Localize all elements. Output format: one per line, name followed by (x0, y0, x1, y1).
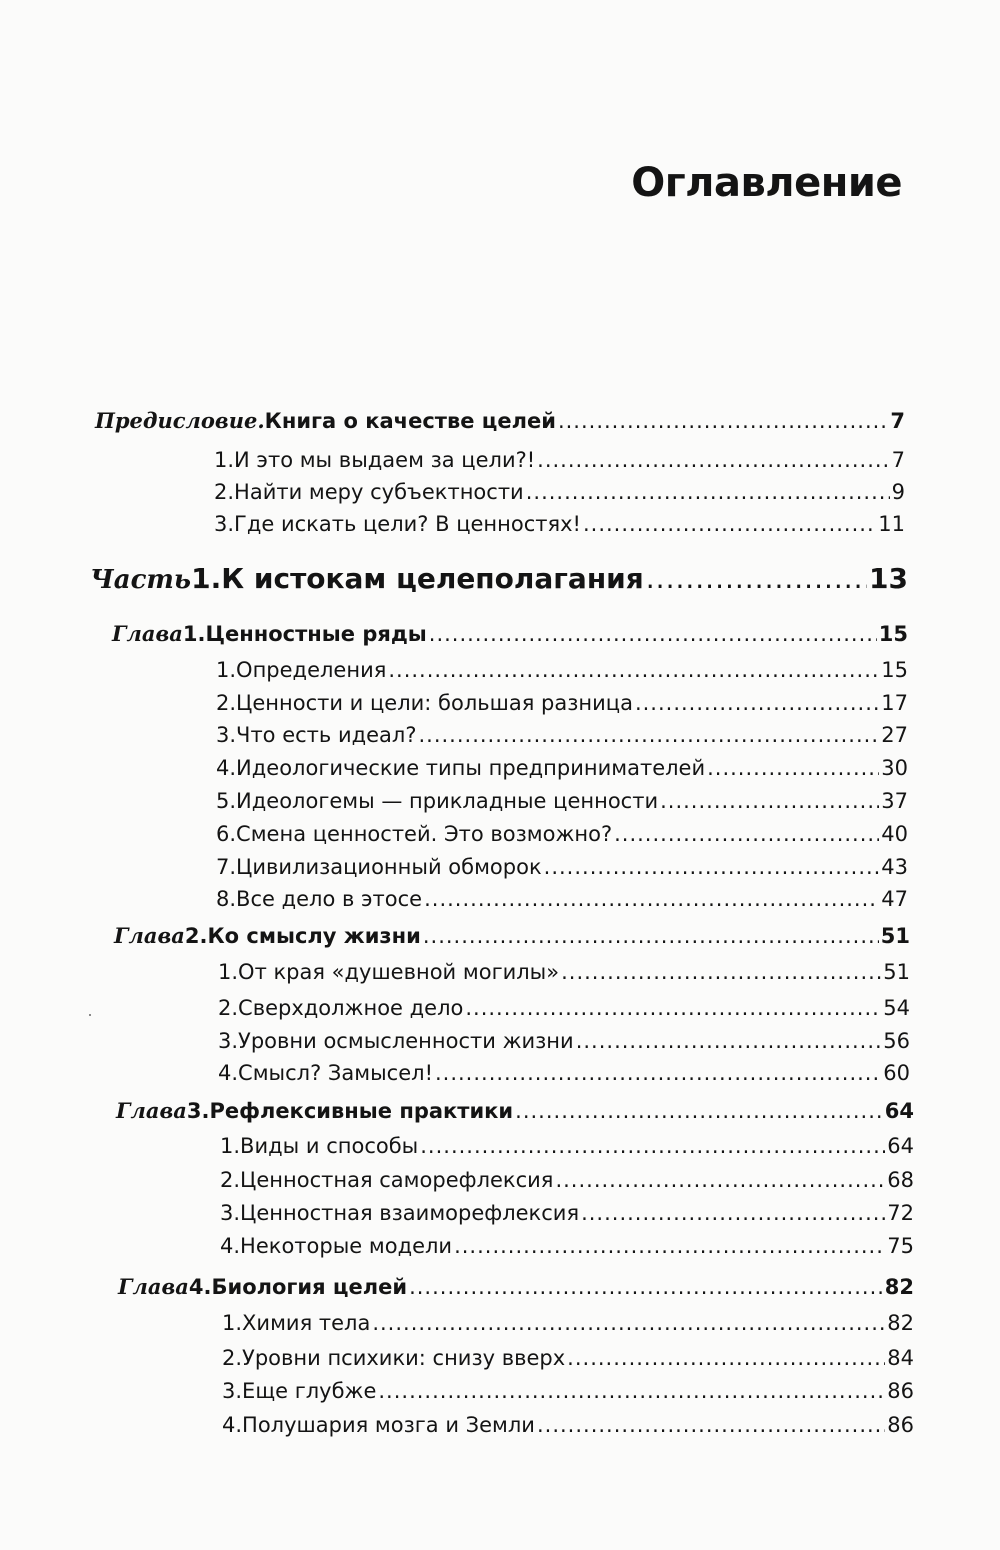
leader-dots (561, 962, 881, 983)
toc-entry-page: 7 (890, 409, 905, 433)
toc-part-entry (90, 562, 908, 595)
leader-dots (378, 1381, 885, 1402)
toc-entry-number: 2. (218, 996, 239, 1020)
toc-entry-title: Еще глубже (242, 1379, 377, 1403)
toc-entry-number: 1. (216, 658, 237, 682)
toc-entry-title: Книга о качестве целей (264, 409, 556, 433)
toc-section-entry (214, 450, 905, 471)
toc-section-entry (222, 1313, 914, 1334)
toc-entry-title: Ценности и цели: большая разница (236, 691, 633, 715)
leader-dots (465, 998, 881, 1019)
toc-entry-page: 82 (887, 1311, 914, 1335)
toc-entry-number: 7. (216, 855, 237, 879)
toc-entry-title: Где искать цели? В ценностях! (234, 512, 581, 536)
toc-entry-title: Полушария мозга и Земли (242, 1413, 535, 1437)
toc-entry-page: 7 (891, 448, 905, 472)
toc-entry-page: 15 (878, 622, 908, 646)
toc-entry-page: 75 (887, 1234, 914, 1258)
leader-dots (581, 1203, 885, 1224)
toc-entry-number: 1. (218, 960, 239, 984)
toc-entry-label: Глава (112, 621, 183, 646)
leader-dots (454, 1236, 885, 1257)
page-title: Оглавление (631, 160, 902, 206)
toc-entry-title: Биология целей (211, 1275, 408, 1299)
toc-entry-number: 2. (216, 691, 237, 715)
toc-section-entry (222, 1415, 914, 1436)
toc-entry-number: 4. (218, 1061, 239, 1085)
leader-dots (707, 758, 879, 779)
toc-entry-number: 3. (216, 723, 237, 747)
toc-section-entry (216, 660, 908, 681)
toc-section-entry (220, 1170, 914, 1191)
toc-entry-number: 1. (214, 448, 235, 472)
leader-dots (435, 1063, 881, 1084)
toc-entry-page: 17 (881, 691, 908, 715)
toc-entry-page: 54 (883, 996, 910, 1020)
toc-entry-page: 30 (881, 756, 908, 780)
leader-dots (409, 1277, 883, 1298)
toc-entry-page: 72 (887, 1201, 914, 1225)
toc-entry-title: Все дело в этосе (236, 887, 423, 911)
leader-dots (646, 565, 867, 593)
toc-entry-number: 1. (191, 562, 222, 595)
toc-section-entry (222, 1381, 914, 1402)
toc-entry-page: 51 (883, 960, 910, 984)
toc-entry-number: 1. (222, 1311, 243, 1335)
toc-entry-title: Найти меру субъектности (234, 480, 524, 504)
toc-entry-number: 2. (222, 1346, 243, 1370)
toc-entry-title: Определения (236, 658, 387, 682)
toc-section-entry (218, 1063, 910, 1084)
toc-entry-title: От края «душевной могилы» (238, 960, 560, 984)
leader-dots (635, 693, 879, 714)
toc-entry-number: 3. (186, 1099, 210, 1123)
toc-entry-label: Предисловие. (95, 408, 265, 433)
toc-entry-title: Цивилизационный обморок (236, 855, 542, 879)
toc-entry-title: Сверхдолжное дело (238, 996, 464, 1020)
toc-entry-page: 27 (881, 723, 908, 747)
leader-dots (537, 1415, 885, 1436)
toc-section-entry (216, 693, 908, 714)
leader-dots (372, 1313, 885, 1334)
toc-entry-page: 47 (881, 887, 908, 911)
toc-entry-title: Идеологемы — прикладные ценности (236, 789, 659, 813)
leader-dots (614, 824, 879, 845)
leader-dots (388, 660, 879, 681)
toc-entry-page: 56 (883, 1029, 910, 1053)
toc-entry-label: Глава (114, 923, 185, 948)
toc-entry-page: 51 (880, 924, 910, 948)
toc-entry-number: 2. (220, 1168, 241, 1192)
toc-entry-number: 8. (216, 887, 237, 911)
toc-chapter-entry (114, 925, 910, 947)
toc-entry-page: 9 (891, 480, 905, 504)
toc-entry-page: 37 (881, 789, 908, 813)
toc-entry-number: 2. (184, 924, 208, 948)
leader-dots (515, 1101, 883, 1122)
toc-entry-page: 60 (883, 1061, 910, 1085)
toc-section-entry (218, 962, 910, 983)
toc-section-entry (216, 857, 908, 878)
toc-entry-page: 86 (887, 1379, 914, 1403)
toc-entry-title: Уровни психики: снизу вверх (242, 1346, 566, 1370)
leader-dots (420, 1136, 885, 1157)
toc-entry-number: 4. (188, 1275, 212, 1299)
toc-entry-title: Что есть идеал? (236, 723, 417, 747)
leader-dots (423, 926, 879, 947)
toc-entry-page: 43 (881, 855, 908, 879)
toc-entry-title: Виды и способы (240, 1134, 419, 1158)
toc-entry-title: Химия тела (242, 1311, 371, 1335)
toc-entry-title: Рефлексивные практики (209, 1099, 514, 1123)
toc-entry-page: 11 (878, 512, 905, 536)
toc-entry-number: 1. (182, 622, 206, 646)
toc-section-entry (216, 791, 908, 812)
toc-entry-page: 68 (887, 1168, 914, 1192)
toc-section-entry (218, 998, 910, 1019)
toc-entry-page: 64 (884, 1099, 914, 1123)
leader-dots (526, 482, 890, 503)
toc-entry-number: 4. (222, 1413, 243, 1437)
leader-dots (429, 624, 877, 645)
leader-dots (544, 857, 880, 878)
leader-dots (660, 791, 879, 812)
toc-entry-page: 40 (881, 822, 908, 846)
toc-entry-title: Ценностная взаиморефлексия (240, 1201, 580, 1225)
toc-section-entry (214, 514, 905, 535)
toc-entry-title: Смена ценностей. Это возможно? (236, 822, 613, 846)
toc-section-entry (220, 1136, 914, 1157)
toc-section-entry (214, 482, 905, 503)
toc-entry-page: 15 (881, 658, 908, 682)
toc-section-entry (216, 725, 908, 746)
toc-section-entry (218, 1031, 910, 1052)
toc-preface-entry (95, 410, 905, 432)
toc-entry-label: Глава (118, 1274, 189, 1299)
toc-entry-title: Ценностная саморефлексия (240, 1168, 554, 1192)
toc-entry-page: 86 (887, 1413, 914, 1437)
toc-entry-number: 2. (214, 480, 235, 504)
toc-entry-label: Глава (116, 1098, 187, 1123)
leader-dots (576, 1031, 882, 1052)
toc-section-entry (220, 1236, 914, 1257)
toc-entry-title: К истокам целеполагания (221, 562, 644, 595)
toc-entry-title: Идеологические типы предпринимателей (236, 756, 706, 780)
toc-section-entry (216, 758, 908, 779)
leader-dots (418, 725, 879, 746)
toc-chapter-entry (112, 623, 908, 645)
toc-entry-page: 82 (884, 1275, 914, 1299)
toc-entry-number: 3. (220, 1201, 241, 1225)
toc-entry-title: Смысл? Замысел! (238, 1061, 433, 1085)
toc-entry-title: Некоторые модели (240, 1234, 453, 1258)
toc-entry-number: 3. (222, 1379, 243, 1403)
leader-dots (424, 889, 879, 910)
toc-section-entry (216, 889, 908, 910)
toc-section-entry (216, 824, 908, 845)
leader-dots (558, 411, 888, 432)
leader-dots (537, 450, 889, 471)
toc-entry-number: 3. (214, 512, 235, 536)
toc-entry-title: Ценностные ряды (205, 622, 427, 646)
toc-entry-title: И это мы выдаем за цели?! (234, 448, 536, 472)
toc-entry-title: Ко смыслу жизни (207, 924, 421, 948)
toc-entry-number: 6. (216, 822, 237, 846)
toc-chapter-entry (118, 1276, 914, 1298)
toc-entry-page: 64 (887, 1134, 914, 1158)
toc-entry-page: 84 (887, 1346, 914, 1370)
toc-section-entry (222, 1348, 914, 1369)
toc-section-entry (220, 1203, 914, 1224)
scan-speck (89, 1014, 91, 1016)
leader-dots (567, 1348, 885, 1369)
toc-entry-number: 4. (220, 1234, 241, 1258)
toc-chapter-entry (116, 1100, 914, 1122)
toc-entry-number: 5. (216, 789, 237, 813)
toc-entry-number: 1. (220, 1134, 241, 1158)
toc-entry-number: 3. (218, 1029, 239, 1053)
toc-entry-number: 4. (216, 756, 237, 780)
toc-entry-label: Часть (90, 565, 192, 595)
leader-dots (583, 514, 876, 535)
toc-entry-title: Уровни осмысленности жизни (238, 1029, 574, 1053)
toc-entry-page: 13 (869, 562, 908, 595)
leader-dots (555, 1170, 885, 1191)
